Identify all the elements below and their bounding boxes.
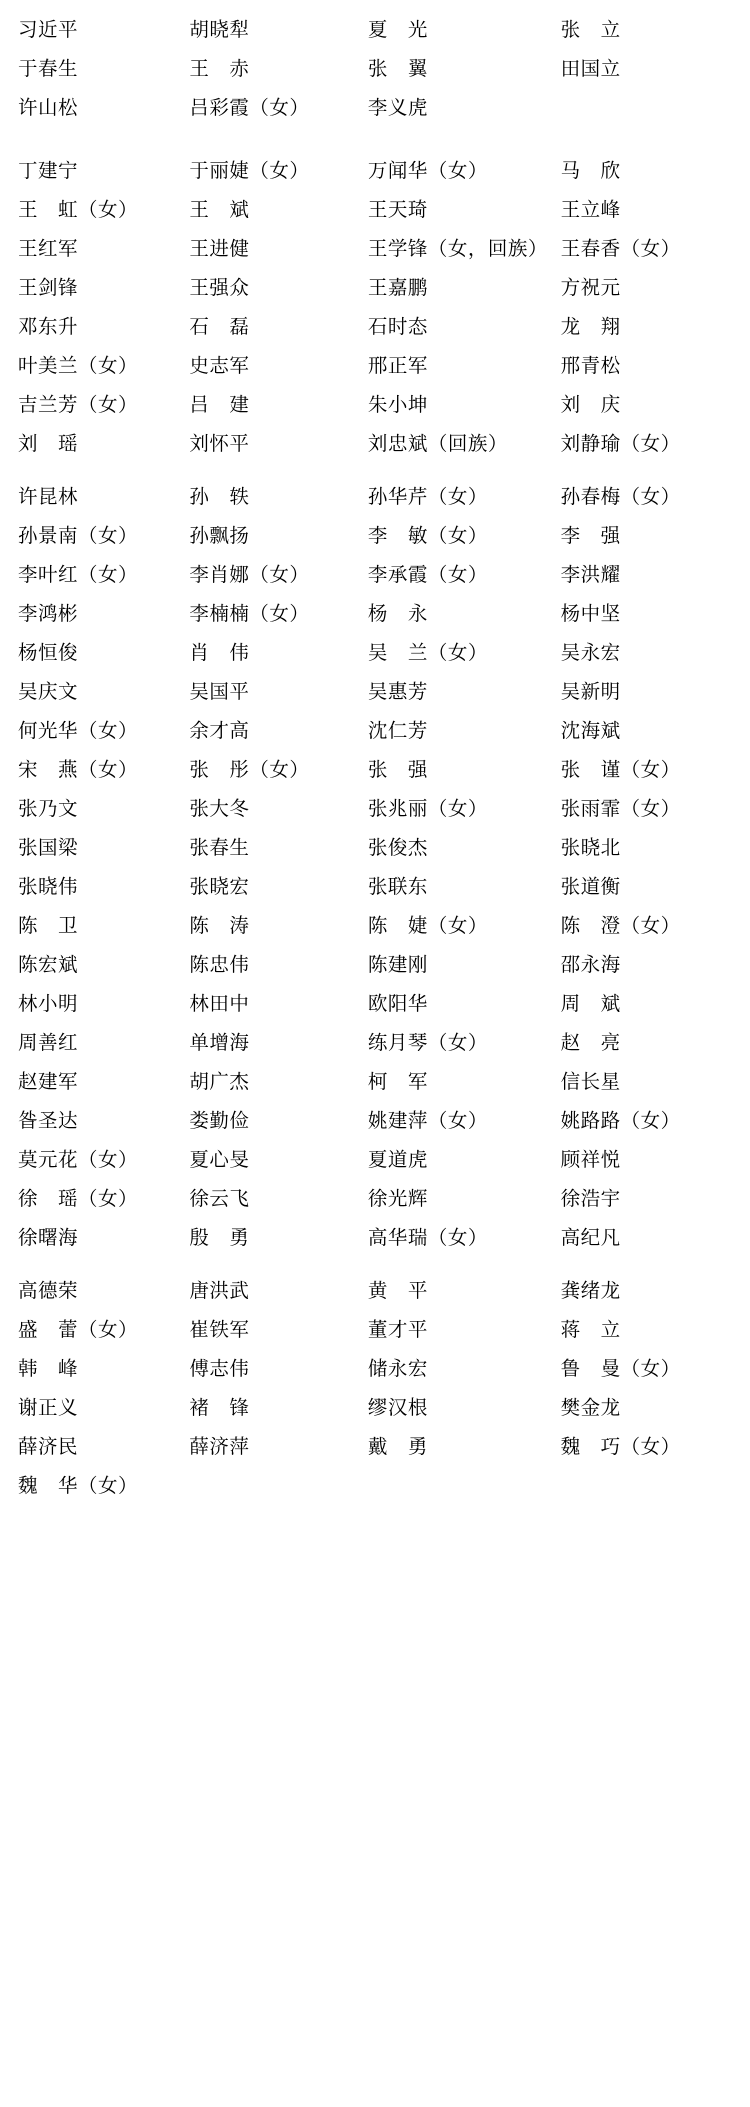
name-cell: 刘 庆 bbox=[560, 393, 621, 416]
name-cell: 叶美兰（女） bbox=[18, 354, 139, 377]
name-cell: 何光华（女） bbox=[18, 719, 139, 742]
name-cell: 张乃文 bbox=[18, 797, 79, 820]
name-cell: 张大冬 bbox=[189, 797, 250, 820]
table-row bbox=[18, 1388, 732, 1427]
name-cell: 于春生 bbox=[18, 57, 79, 80]
name-cell: 许山松 bbox=[18, 96, 79, 119]
table-row bbox=[18, 828, 732, 867]
name-cell: 孙华芹（女） bbox=[367, 485, 488, 508]
table-row bbox=[18, 1101, 732, 1140]
table-row bbox=[18, 789, 732, 828]
name-cell: 徐云飞 bbox=[189, 1187, 250, 1210]
name-cell: 马 欣 bbox=[560, 159, 621, 182]
name-cell: 王 虹（女） bbox=[18, 198, 139, 221]
name-cell bbox=[561, 88, 732, 127]
name-cell: 王春香（女） bbox=[560, 237, 681, 260]
name-cell: 盛 蕾（女） bbox=[18, 1318, 139, 1341]
table-row bbox=[18, 672, 732, 711]
name-cell: 徐光辉 bbox=[367, 1187, 428, 1210]
table-row bbox=[18, 1218, 732, 1257]
table-row bbox=[18, 984, 732, 1023]
table-row bbox=[18, 268, 732, 307]
name-cell bbox=[189, 1466, 368, 1505]
table-row bbox=[18, 49, 732, 88]
name-cell: 陈 澄（女） bbox=[560, 914, 681, 937]
block-spacer bbox=[18, 463, 732, 477]
name-cell: 樊金龙 bbox=[560, 1396, 621, 1419]
name-cell: 殷 勇 bbox=[189, 1226, 250, 1249]
name-cell: 吴惠芳 bbox=[367, 680, 428, 703]
name-cell: 储永宏 bbox=[367, 1357, 428, 1380]
name-cell: 魏 华（女） bbox=[18, 1474, 139, 1497]
table-row bbox=[18, 1310, 732, 1349]
name-cell: 徐曙海 bbox=[18, 1226, 79, 1249]
name-cell: 韩 峰 bbox=[18, 1357, 79, 1380]
name-cell: 顾祥悦 bbox=[560, 1148, 621, 1171]
name-cell: 李洪耀 bbox=[560, 563, 621, 586]
name-cell: 孙景南（女） bbox=[18, 524, 139, 547]
name-cell: 夏 光 bbox=[367, 18, 428, 41]
name-cell: 唐洪武 bbox=[189, 1279, 250, 1302]
name-cell: 张晓伟 bbox=[18, 875, 79, 898]
name-cell: 王进健 bbox=[189, 237, 250, 260]
name-cell: 李叶红（女） bbox=[18, 563, 139, 586]
name-cell: 徐浩宇 bbox=[560, 1187, 621, 1210]
name-cell: 杨恒俊 bbox=[18, 641, 79, 664]
name-cell: 张晓北 bbox=[560, 836, 621, 859]
name-cell: 崔铁军 bbox=[189, 1318, 250, 1341]
name-cell: 陈忠伟 bbox=[189, 953, 250, 976]
roster-body bbox=[18, 10, 732, 1505]
name-cell: 张 立 bbox=[560, 18, 621, 41]
name-cell: 肖 伟 bbox=[189, 641, 250, 664]
name-cell: 张 谨（女） bbox=[560, 758, 681, 781]
table-row bbox=[18, 1140, 732, 1179]
name-cell: 吕彩霞（女） bbox=[189, 96, 310, 119]
name-cell: 董才平 bbox=[367, 1318, 428, 1341]
name-cell: 李义虎 bbox=[367, 96, 428, 119]
name-cell: 朱小坤 bbox=[367, 393, 428, 416]
name-cell: 杨 永 bbox=[367, 602, 428, 625]
name-cell: 夏心旻 bbox=[189, 1148, 250, 1171]
name-cell: 吉兰芳（女） bbox=[18, 393, 139, 416]
table-row bbox=[18, 151, 732, 190]
table-row bbox=[18, 633, 732, 672]
name-cell: 王嘉鹏 bbox=[367, 276, 428, 299]
name-cell: 魏 巧（女） bbox=[560, 1435, 681, 1458]
name-cell: 邵永海 bbox=[560, 953, 621, 976]
name-cell: 刘静瑜（女） bbox=[560, 432, 681, 455]
name-cell: 谢正义 bbox=[18, 1396, 79, 1419]
table-row bbox=[18, 88, 732, 127]
name-cell: 石时态 bbox=[367, 315, 428, 338]
table-row bbox=[18, 594, 732, 633]
name-cell bbox=[368, 1466, 561, 1505]
block-spacer bbox=[18, 127, 732, 151]
name-cell: 陈 涛 bbox=[189, 914, 250, 937]
name-cell: 龚绪龙 bbox=[560, 1279, 621, 1302]
table-row bbox=[18, 1179, 732, 1218]
name-cell: 张国梁 bbox=[18, 836, 79, 859]
name-cell: 戴 勇 bbox=[367, 1435, 428, 1458]
name-cell: 欧阳华 bbox=[367, 992, 428, 1015]
table-row bbox=[18, 229, 732, 268]
name-cell: 张俊杰 bbox=[367, 836, 428, 859]
name-cell: 吴永宏 bbox=[560, 641, 621, 664]
name-cell: 田国立 bbox=[560, 57, 621, 80]
name-cell: 刘怀平 bbox=[189, 432, 250, 455]
name-cell: 陈宏斌 bbox=[18, 953, 79, 976]
name-cell: 高纪凡 bbox=[560, 1226, 621, 1249]
name-cell: 王 赤 bbox=[189, 57, 250, 80]
name-cell: 胡晓犁 bbox=[189, 18, 250, 41]
name-cell: 张道衡 bbox=[560, 875, 621, 898]
table-row bbox=[18, 477, 732, 516]
name-cell: 李楠楠（女） bbox=[189, 602, 310, 625]
name-cell: 王红军 bbox=[18, 237, 79, 260]
table-row bbox=[18, 1062, 732, 1101]
name-cell: 李鸿彬 bbox=[18, 602, 79, 625]
name-cell: 方祝元 bbox=[560, 276, 621, 299]
table-row bbox=[18, 1349, 732, 1388]
name-cell: 王天琦 bbox=[367, 198, 428, 221]
table-row bbox=[18, 385, 732, 424]
name-cell: 张联东 bbox=[367, 875, 428, 898]
table-row bbox=[18, 945, 732, 984]
name-cell: 吴新明 bbox=[560, 680, 621, 703]
name-cell: 孙春梅（女） bbox=[560, 485, 681, 508]
name-cell: 王学锋（女，回族） bbox=[367, 237, 548, 260]
name-cell: 宋 燕（女） bbox=[18, 758, 139, 781]
name-cell: 李肖娜（女） bbox=[189, 563, 310, 586]
name-cell bbox=[561, 1466, 732, 1505]
name-cell: 姚建萍（女） bbox=[367, 1109, 488, 1132]
name-cell: 李 强 bbox=[560, 524, 621, 547]
name-cell: 褚 锋 bbox=[189, 1396, 250, 1419]
table-row bbox=[18, 1466, 732, 1505]
name-cell: 刘 瑶 bbox=[18, 432, 79, 455]
table-row bbox=[18, 906, 732, 945]
name-cell: 邓东升 bbox=[18, 315, 79, 338]
name-cell: 周 斌 bbox=[560, 992, 621, 1015]
name-cell: 胡广杰 bbox=[189, 1070, 250, 1093]
name-cell: 王剑锋 bbox=[18, 276, 79, 299]
table-row bbox=[18, 867, 732, 906]
name-cell: 练月琴（女） bbox=[367, 1031, 488, 1054]
name-cell: 习近平 bbox=[18, 18, 79, 41]
name-cell: 邢正军 bbox=[367, 354, 428, 377]
name-cell: 张 翼 bbox=[367, 57, 428, 80]
table-row bbox=[18, 516, 732, 555]
name-cell: 鲁 曼（女） bbox=[560, 1357, 681, 1380]
name-cell: 于丽婕（女） bbox=[189, 159, 310, 182]
table-row bbox=[18, 307, 732, 346]
name-cell: 吕 建 bbox=[189, 393, 250, 416]
name-cell: 许昆林 bbox=[18, 485, 79, 508]
table-row bbox=[18, 1271, 732, 1310]
name-cell: 李 敏（女） bbox=[367, 524, 488, 547]
table-row bbox=[18, 190, 732, 229]
name-cell: 孙飘扬 bbox=[189, 524, 250, 547]
name-cell: 娄勤俭 bbox=[189, 1109, 250, 1132]
table-row bbox=[18, 711, 732, 750]
name-cell: 余才高 bbox=[189, 719, 250, 742]
name-cell: 傅志伟 bbox=[189, 1357, 250, 1380]
name-cell: 柯 军 bbox=[367, 1070, 428, 1093]
table-row bbox=[18, 750, 732, 789]
name-cell: 杨中坚 bbox=[560, 602, 621, 625]
name-cell: 王 斌 bbox=[189, 198, 250, 221]
table-row bbox=[18, 1023, 732, 1062]
name-cell: 黄 平 bbox=[367, 1279, 428, 1302]
name-cell: 史志军 bbox=[189, 354, 250, 377]
name-cell: 张 强 bbox=[367, 758, 428, 781]
name-cell: 林小明 bbox=[18, 992, 79, 1015]
name-cell: 缪汉根 bbox=[367, 1396, 428, 1419]
name-cell: 吴庆文 bbox=[18, 680, 79, 703]
name-cell: 刘忠斌（回族） bbox=[367, 432, 508, 455]
name-cell: 高德荣 bbox=[18, 1279, 79, 1302]
name-cell: 赵 亮 bbox=[560, 1031, 621, 1054]
table-row bbox=[18, 346, 732, 385]
name-cell: 吴 兰（女） bbox=[367, 641, 488, 664]
name-cell: 沈仁芳 bbox=[367, 719, 428, 742]
name-cell: 单增海 bbox=[189, 1031, 250, 1054]
table-row bbox=[18, 10, 732, 49]
name-cell: 薛济民 bbox=[18, 1435, 79, 1458]
name-cell: 赵建军 bbox=[18, 1070, 79, 1093]
name-cell: 丁建宁 bbox=[18, 159, 79, 182]
name-cell: 陈建刚 bbox=[367, 953, 428, 976]
name-cell: 张雨霏（女） bbox=[560, 797, 681, 820]
table-row bbox=[18, 1427, 732, 1466]
name-cell: 万闻华（女） bbox=[367, 159, 488, 182]
name-cell: 信长星 bbox=[560, 1070, 621, 1093]
name-cell: 张兆丽（女） bbox=[367, 797, 488, 820]
name-cell: 张晓宏 bbox=[189, 875, 250, 898]
name-cell: 徐 瑶（女） bbox=[18, 1187, 139, 1210]
name-cell: 蒋 立 bbox=[560, 1318, 621, 1341]
name-cell: 邢青松 bbox=[560, 354, 621, 377]
name-cell: 莫元花（女） bbox=[18, 1148, 139, 1171]
name-cell: 姚路路（女） bbox=[560, 1109, 681, 1132]
name-cell: 王立峰 bbox=[560, 198, 621, 221]
name-cell: 吴国平 bbox=[189, 680, 250, 703]
name-cell: 周善红 bbox=[18, 1031, 79, 1054]
name-cell: 夏道虎 bbox=[367, 1148, 428, 1171]
name-cell: 龙 翔 bbox=[560, 315, 621, 338]
name-cell: 张 彤（女） bbox=[189, 758, 310, 781]
table-row bbox=[18, 424, 732, 463]
table-row bbox=[18, 555, 732, 594]
block-spacer bbox=[18, 1257, 732, 1271]
name-cell: 张春生 bbox=[189, 836, 250, 859]
name-cell: 高华瑞（女） bbox=[367, 1226, 488, 1249]
name-cell: 陈 婕（女） bbox=[367, 914, 488, 937]
name-roster-table bbox=[18, 10, 732, 1505]
name-cell: 陈 卫 bbox=[18, 914, 79, 937]
name-cell: 石 磊 bbox=[189, 315, 250, 338]
name-cell: 沈海斌 bbox=[560, 719, 621, 742]
name-cell: 昝圣达 bbox=[18, 1109, 79, 1132]
name-cell: 薛济萍 bbox=[189, 1435, 250, 1458]
name-cell: 孙 轶 bbox=[189, 485, 250, 508]
name-cell: 李承霞（女） bbox=[367, 563, 488, 586]
name-cell: 林田中 bbox=[189, 992, 250, 1015]
name-cell: 王强众 bbox=[189, 276, 250, 299]
